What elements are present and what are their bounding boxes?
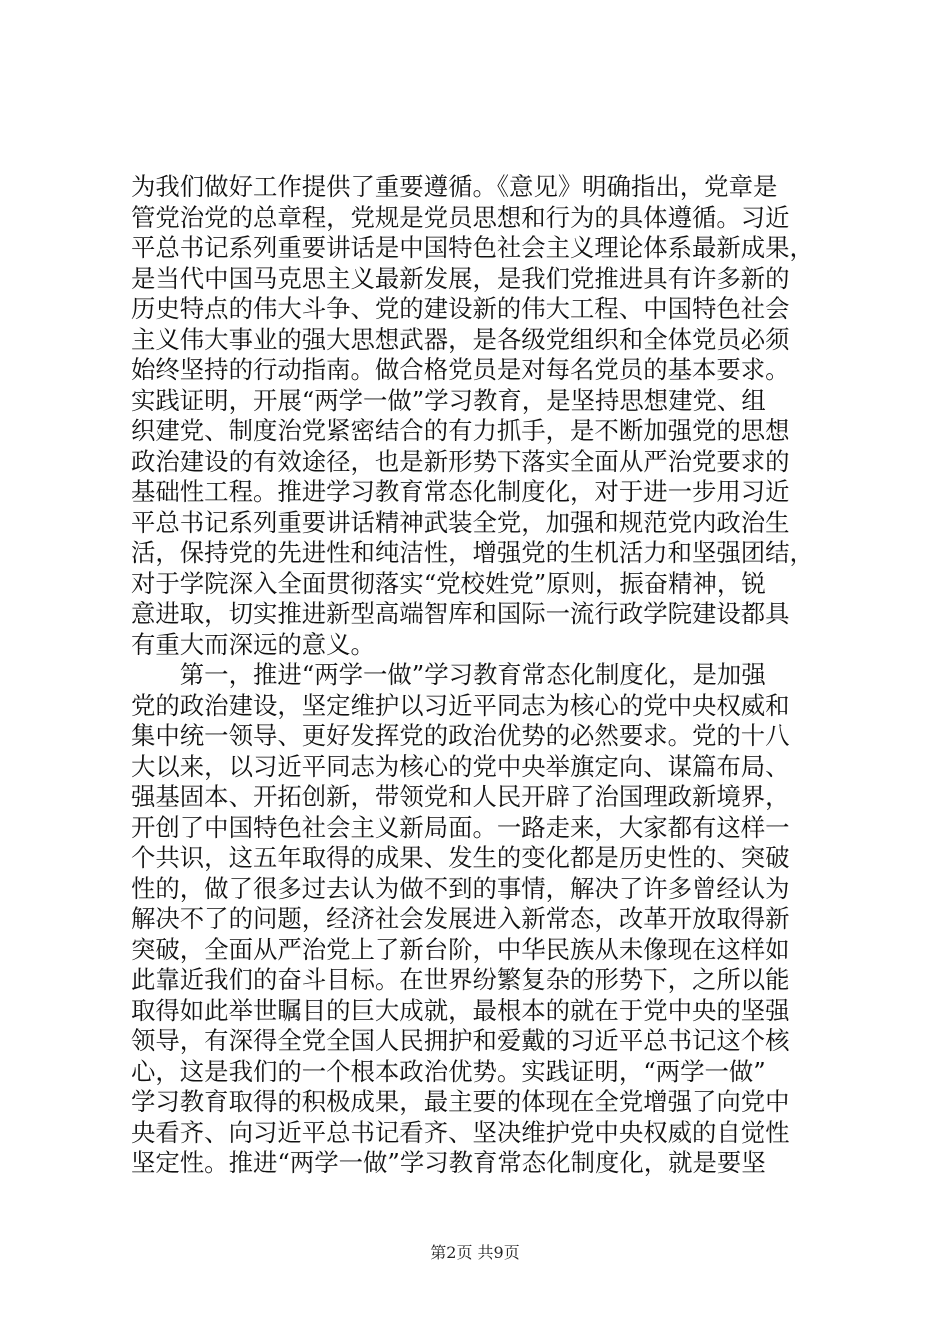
text-line: 心，这是我们的一个根本政治优势。实践证明，“两学一做” — [131, 1056, 766, 1086]
text-line: 央看齐、向习近平总书记看齐、坚决维护党中央权威的自觉性 — [131, 1117, 790, 1147]
text-line: 开创了中国特色社会主义新局面。一路走来，大家都有这样一 — [131, 812, 790, 842]
text-line: 管党治党的总章程，党规是党员思想和行为的具体遵循。习近 — [131, 202, 790, 232]
text-line: 意进取，切实推进新型高端智库和国际一流行政学院建设都具 — [131, 599, 790, 628]
text-line: 取得如此举世瞩目的巨大成就，最根本的就在于党中央的坚强 — [131, 995, 790, 1025]
text-line: 强基固本、开拓创新，带领党和人民开辟了治国理政新境界， — [131, 782, 790, 811]
text-line: 个共识，这五年取得的成果、发生的变化都是历史性的、突破 — [131, 843, 790, 872]
text-line: 第一，推进“两学一做”学习教育常态化制度化，是加强 — [131, 660, 766, 689]
text-line: 主义伟大事业的强大思想武器，是各级党组织和全体党员必须 — [131, 324, 790, 354]
text-line: 历史特点的伟大斗争、党的建设新的伟大工程、中国特色社会 — [131, 294, 790, 323]
text-line: 活，保持党的先进性和纯洁性，增强党的生机活力和坚强团结， — [131, 538, 814, 567]
text-line: 领导，有深得全党全国人民拥护和爱戴的习近平总书记这个核 — [131, 1026, 790, 1055]
text-line: 平总书记系列重要讲话精神武装全党，加强和规范党内政治生 — [131, 507, 790, 537]
page-footer: 第2页 共9页 — [430, 1243, 520, 1262]
text-line: 性的，做了很多过去认为做不到的事情，解决了许多曾经认为 — [131, 873, 790, 903]
text-line: 集中统一领导、更好发挥党的政治优势的必然要求。党的十八 — [131, 721, 790, 750]
text-line: 此靠近我们的奋斗目标。在世界纷繁复杂的形势下，之所以能 — [131, 965, 790, 994]
text-line: 解决不了的问题，经济社会发展进入新常态，改革开放取得新 — [131, 904, 790, 933]
text-line: 平总书记系列重要讲话是中国特色社会主义理论体系最新成果， — [131, 233, 814, 262]
text-line: 始终坚持的行动指南。做合格党员是对每名党员的基本要求。 — [131, 355, 790, 384]
text-line: 大以来，以习近平同志为核心的党中央举旗定向、谋篇布局、 — [131, 751, 790, 781]
text-line: 突破，全面从严治党上了新台阶，中华民族从未像现在这样如 — [131, 934, 790, 964]
text-line: 政治建设的有效途径，也是新形势下落实全面从严治党要求的 — [131, 446, 790, 476]
text-line: 对于学院深入全面贯彻落实“党校姓党”原则，振奋精神，锐 — [131, 568, 766, 598]
text-line: 基础性工程。推进学习教育常态化制度化，对于进一步用习近 — [131, 477, 790, 506]
text-line: 是当代中国马克思主义最新发展，是我们党推进具有许多新的 — [131, 263, 790, 293]
text-line: 织建党、制度治党紧密结合的有力抓手，是不断加强党的思想 — [131, 416, 790, 445]
text-line: 有重大而深远的意义。 — [131, 629, 375, 659]
text-line: 实践证明，开展“两学一做”学习教育，是坚持思想建党、组 — [131, 385, 766, 415]
text-line: 为我们做好工作提供了重要遵循。《意见》明确指出，党章是 — [131, 172, 778, 201]
text-line: 党的政治建设，坚定维护以习近平同志为核心的党中央权威和 — [131, 690, 790, 720]
body-text — [131, 172, 831, 1179]
text-line: 学习教育取得的积极成果，最主要的体现在全党增强了向党中 — [131, 1087, 790, 1116]
text-line: 坚定性。推进“两学一做”学习教育常态化制度化，就是要坚 — [131, 1148, 766, 1177]
